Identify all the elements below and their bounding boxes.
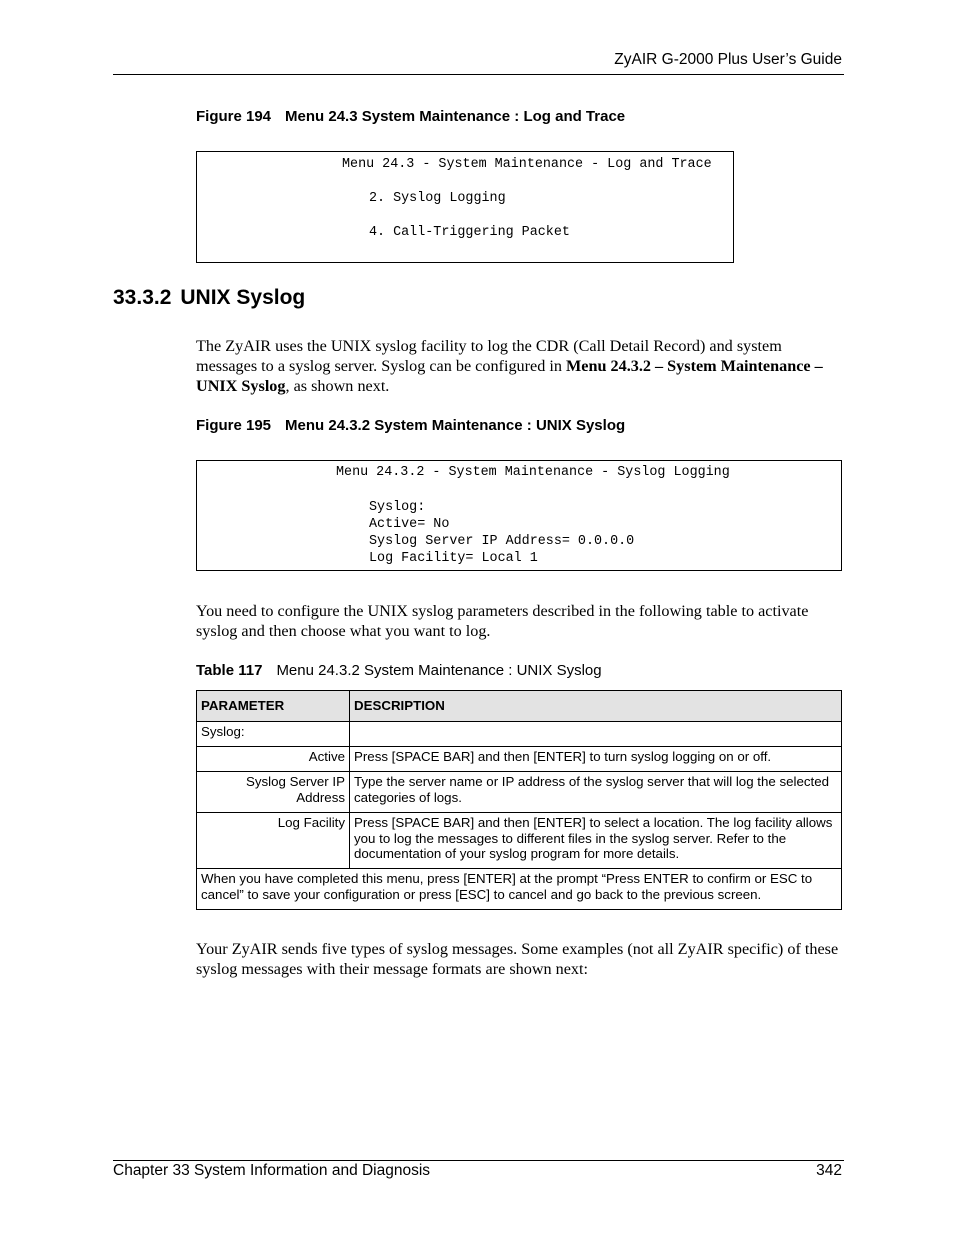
header-description: DESCRIPTION — [350, 691, 842, 722]
terminal-menu-title: Menu 24.3 - System Maintenance - Log and Trace — [342, 157, 712, 172]
terminal-menu-item: 4. Call-Triggering Packet — [369, 225, 570, 240]
table-header-row — [197, 691, 842, 722]
table-row — [197, 747, 842, 772]
figure-195-title: Menu 24.3.2 System Maintenance : UNIX Syslog — [285, 417, 626, 434]
intro-text: The ZyAIR uses the UNIX syslog facility to log the CDR (Call Detail Record) and system messages to a syslog server. Syslog can be configured in — [196, 337, 782, 375]
section-heading — [113, 286, 305, 310]
terminal-field: Log Facility= Local 1 — [369, 551, 538, 566]
table-117-label: Table 117 — [196, 662, 263, 679]
table-117-title: Menu 24.3.2 System Maintenance : UNIX Syslog — [276, 662, 602, 679]
desc-cell — [350, 722, 842, 747]
intro-paragraph — [196, 336, 844, 396]
desc-cell: Type the server name or IP address of the syslog server that will log the selected categories of logs. — [350, 772, 842, 813]
parameter-table — [196, 690, 842, 910]
figure-194-terminal-screen — [196, 151, 734, 263]
table-row — [197, 722, 842, 747]
table-117-caption — [196, 662, 602, 679]
param-cell: Syslog: — [197, 722, 350, 747]
terminal-field: Active= No — [369, 517, 450, 532]
figure-195-caption — [196, 417, 625, 434]
terminal-field: Syslog: — [369, 500, 426, 515]
figure-195-terminal-screen — [196, 460, 842, 571]
figure-194-title: Menu 24.3 System Maintenance : Log and Trace — [285, 108, 626, 125]
table-row — [197, 772, 842, 813]
header-rule — [113, 74, 844, 75]
terminal-menu-title: Menu 24.3.2 - System Maintenance - Syslog Logging — [336, 465, 730, 480]
figure-194-caption — [196, 108, 625, 125]
figure-194-label: Figure 194 — [196, 108, 272, 125]
header-parameter: PARAMETER — [197, 691, 350, 722]
terminal-field: Syslog Server IP Address= 0.0.0.0 — [369, 534, 635, 549]
table-row — [197, 813, 842, 869]
desc-cell: Press [SPACE BAR] and then [ENTER] to turn syslog logging on or off. — [350, 747, 842, 772]
table-footer-row — [197, 869, 842, 910]
param-cell: Syslog Server IP Address — [197, 772, 350, 813]
running-header-title: ZyAIR G-2000 Plus User’s Guide — [614, 51, 842, 68]
param-cell: Active — [197, 747, 350, 772]
footer-chapter: Chapter 33 System Information and Diagnosis — [113, 1162, 431, 1179]
footer-rule — [113, 1160, 844, 1161]
intro-text-end: , as shown next. — [285, 377, 390, 395]
terminal-menu-item: 2. Syslog Logging — [369, 191, 506, 206]
config-paragraph: You need to configure the UNIX syslog parameters described in the following table to activate syslog and then choose what you want to log. — [196, 602, 809, 640]
figure-195-label: Figure 195 — [196, 417, 272, 434]
table-footer-note: When you have completed this menu, press [ENTER] at the prompt “Press ENTER to confirm or ESC to cancel” to save your configuration or press [ESC] to cancel and go back to the previous screen. — [197, 869, 842, 910]
intro-menu-reference: Menu 24.3.2 – System Maintenance – UNIX Syslog — [196, 357, 823, 395]
desc-cell: Press [SPACE BAR] and then [ENTER] to select a location. The log facility allows you to log the messages to different files in the syslog server. Refer to the documentation of your syslog program for more details. — [350, 813, 842, 869]
footer-page-number: 342 — [816, 1162, 842, 1179]
closing-paragraph: Your ZyAIR sends five types of syslog messages. Some examples (not all ZyAIR specific) of these syslog messages with their message formats are shown next: — [196, 940, 839, 978]
section-number: 33.3.2 — [113, 286, 172, 309]
section-title: UNIX Syslog — [180, 286, 306, 309]
param-cell: Log Facility — [197, 813, 350, 869]
